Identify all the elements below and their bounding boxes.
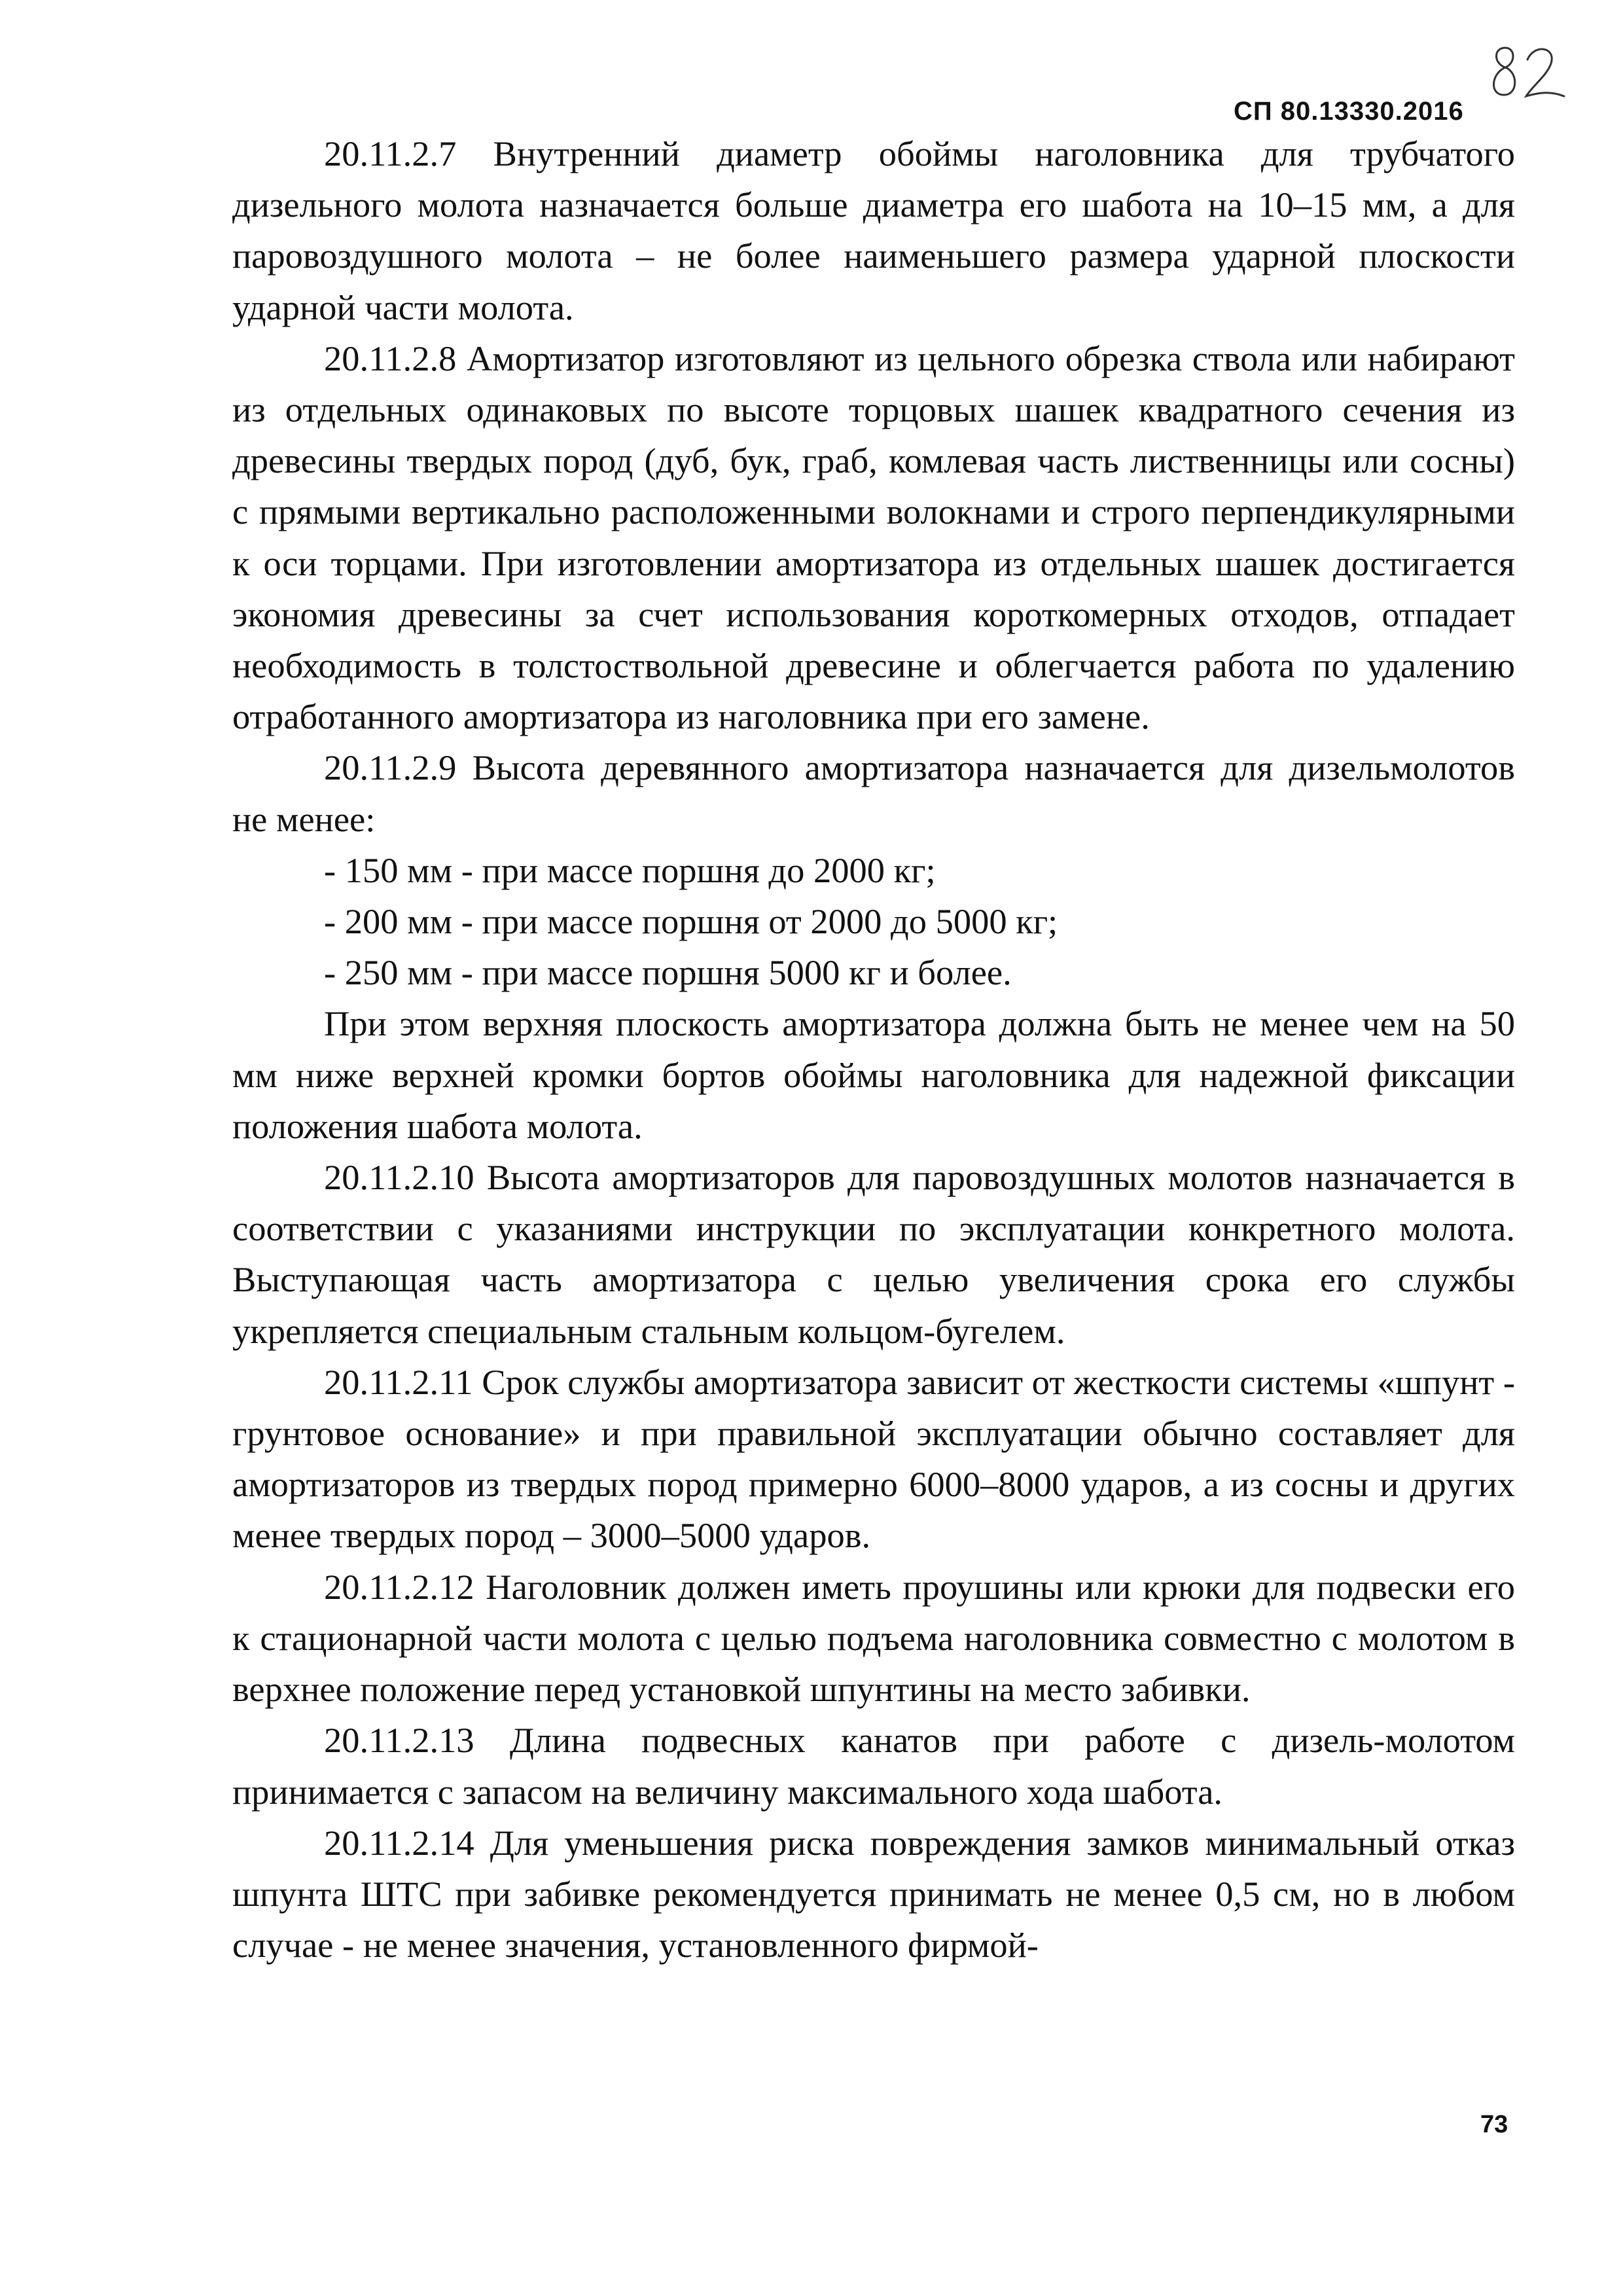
list-item: - 150 мм - при массе поршня до 2000 кг; <box>324 850 936 890</box>
paragraph-20-11-2-11: 20.11.2.11 Срок службы амортизатора зависит от жесткости системы «шпунт - грунтовое основание» и при правильной эксплуатации обычно составляет для амортизаторов из твердых пород примерно 6000–8000 ударов, а из сосны и других менее твердых пород – 3000–5000 ударов. <box>232 1361 1515 1556</box>
paragraph-20-11-2-8: 20.11.2.8 Амортизатор изготовляют из цельного обрезка ствола или набирают из отдельных одинаковых по высоте торцовых шашек квадратного сечения из древесины твердых пород (дуб, бук, граб, комлевая часть лиственницы или сосны) с прямыми вертикально расположенными волокнами и строго перпендикулярными к оси торцами. При изготовлении амортизатора из отдельных шашек достигается экономия древесины за счет использования короткомерных отходов, отпадает необходимость в толстоствольной древесине и облегчается работа по удалению отработанного амортизатора из наголовника при его замене. <box>232 338 1515 737</box>
paragraph-20-11-2-9: 20.11.2.9 Высота деревянного амортизатора назначается для дизельмолотов не менее: <box>232 747 1515 839</box>
page-number: 73 <box>1480 2111 1508 2138</box>
document-code: СП 80.13330.2016 <box>1234 97 1464 126</box>
document-body <box>232 128 1515 1971</box>
list-item: - 200 мм - при массе поршня от 2000 до 5000 кг; <box>324 901 1058 942</box>
paragraph-20-11-2-7: 20.11.2.7 Внутренний диаметр обоймы наголовника для трубчатого дизельного молота назначается больше диаметра его шабота на 10–15 мм, а для паровоздушного молота – не более наименьшего размера ударной плоскости ударной части молота. <box>232 134 1515 327</box>
paragraph-20-11-2-13: 20.11.2.13 Длина подвесных канатов при работе с дизель-молотом принимается с запасом на величину максимального хода шабота. <box>232 1720 1515 1812</box>
list-item: - 250 мм - при массе поршня 5000 кг и более. <box>324 952 1012 993</box>
paragraph-top-plane-note: При этом верхняя плоскость амортизатора должна быть не менее чем на 50 мм ниже верхней кромки бортов обоймы наголовника для надежной фиксации положения шабота молота. <box>232 1003 1515 1146</box>
paragraph-20-11-2-12: 20.11.2.12 Наголовник должен иметь проушины или крюки для подвески его к стационарной части молота с целью подъема наголовника совместно с молотом в верхнее положение перед установкой шпунтины на место забивки. <box>232 1566 1515 1710</box>
paragraph-20-11-2-14: 20.11.2.14 Для уменьшения риска повреждения замков минимальный отказ шпунта ШТС при забивке рекомендуется принимать не менее 0,5 см, но в любом случае - не менее значения, установленного фирмой- <box>232 1822 1515 1965</box>
handwritten-page-number <box>1479 36 1571 108</box>
paragraph-20-11-2-10: 20.11.2.10 Высота амортизаторов для паровоздушных молотов назначается в соответствии с указаниями инструкции по эксплуатации конкретного молота. Выступающая часть амортизатора с целью увеличения срока его службы укрепляется специальным стальным кольцом-бугелем. <box>232 1157 1515 1351</box>
